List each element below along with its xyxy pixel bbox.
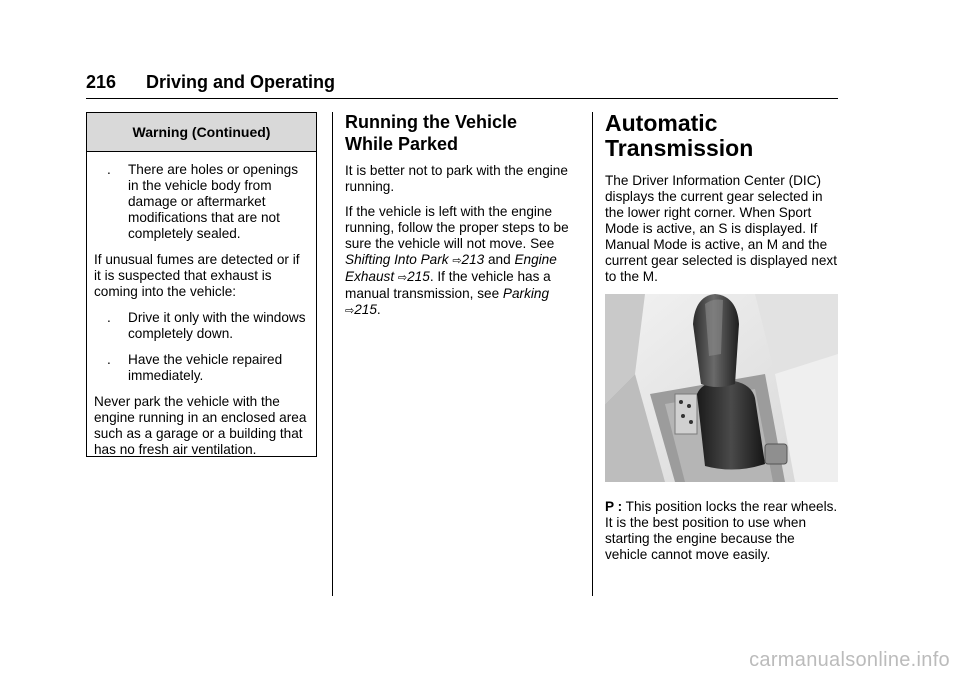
bullet-text: Have the vehicle repaired immediately. <box>128 352 283 383</box>
link-shifting-into-park[interactable] <box>345 252 484 267</box>
warning-title: Warning (Continued) <box>87 113 316 152</box>
section-title: Driving and Operating <box>146 72 336 92</box>
warning-bullet-1 <box>94 162 309 242</box>
page-arrow-icon: ⇨ <box>452 255 462 267</box>
page-arrow-icon: ⇨ <box>397 272 408 284</box>
running-section <box>345 111 577 328</box>
link-label: Parking <box>502 286 550 301</box>
running-heading <box>345 111 577 155</box>
warning-bullet-3 <box>94 352 309 384</box>
p-label: P : <box>605 499 623 514</box>
automatic-heading-line-1: Automatic <box>605 110 718 136</box>
gear-shifter-illustration <box>605 294 838 482</box>
p-text: This position locks the rear wheels. It is the best position to use when starting the engine because the vehicle cannot move easily. <box>605 499 838 562</box>
warning-body <box>87 152 316 458</box>
bullet-text: There are holes or openings in the vehicle body from damage or aftermarket modifications that are not completely sealed. <box>128 162 299 241</box>
column-divider-2 <box>592 112 593 596</box>
page-header <box>86 70 838 94</box>
running-heading-line-2: While Parked <box>345 134 459 154</box>
warning-paragraph-1: If unusual fumes are detected or if it is suspected that exhaust is coming into the vehicle: <box>94 252 300 299</box>
text: . <box>376 302 381 317</box>
gear-shifter-image <box>605 294 838 482</box>
bullet-marker: . <box>107 352 111 367</box>
page-ref: 213 <box>461 252 485 267</box>
text: . If the vehicle has a manual transmission, see <box>345 269 551 301</box>
text: If the vehicle is left with the engine running, follow the proper steps to be sure the vehicle will not move. See <box>345 204 569 251</box>
page-arrow-icon: ⇨ <box>345 305 355 317</box>
page-number: 216 <box>86 72 117 92</box>
automatic-paragraph: The Driver Information Center (DIC) displays the current gear selected in the lower right corner. When Sport Mode is active, an S is displayed. If Manual Mode is active, an M and the current gear selected is displayed next to the M. <box>605 173 837 284</box>
p-position-description <box>605 499 840 563</box>
warning-paragraph-2: Never park the vehicle with the engine running in an enclosed area such as a garage or a building that has no fresh air ventilation. <box>94 394 307 457</box>
watermark: carmanualsonline.info <box>749 649 950 671</box>
link-label: Shifting Into Park <box>345 252 449 267</box>
header-divider <box>86 98 838 99</box>
warning-box <box>86 112 317 457</box>
warning-bullet-2 <box>94 310 309 342</box>
running-heading-line-1: Running the Vehicle <box>345 112 518 132</box>
running-paragraph-2 <box>345 204 577 319</box>
automatic-heading <box>605 111 840 161</box>
page-ref: 215 <box>407 269 430 284</box>
bullet-marker: . <box>107 310 111 325</box>
link-label: Engine Exhaust <box>345 252 557 284</box>
page-ref: 215 <box>354 302 377 317</box>
text: and <box>484 252 515 267</box>
bullet-marker: . <box>107 162 111 177</box>
automatic-heading-line-2: Transmission <box>605 135 754 161</box>
column-divider-1 <box>332 112 333 596</box>
automatic-section <box>605 111 840 294</box>
bullet-text: Drive it only with the windows completely down. <box>128 310 306 341</box>
running-paragraph-1: It is better not to park with the engine running. <box>345 163 568 194</box>
